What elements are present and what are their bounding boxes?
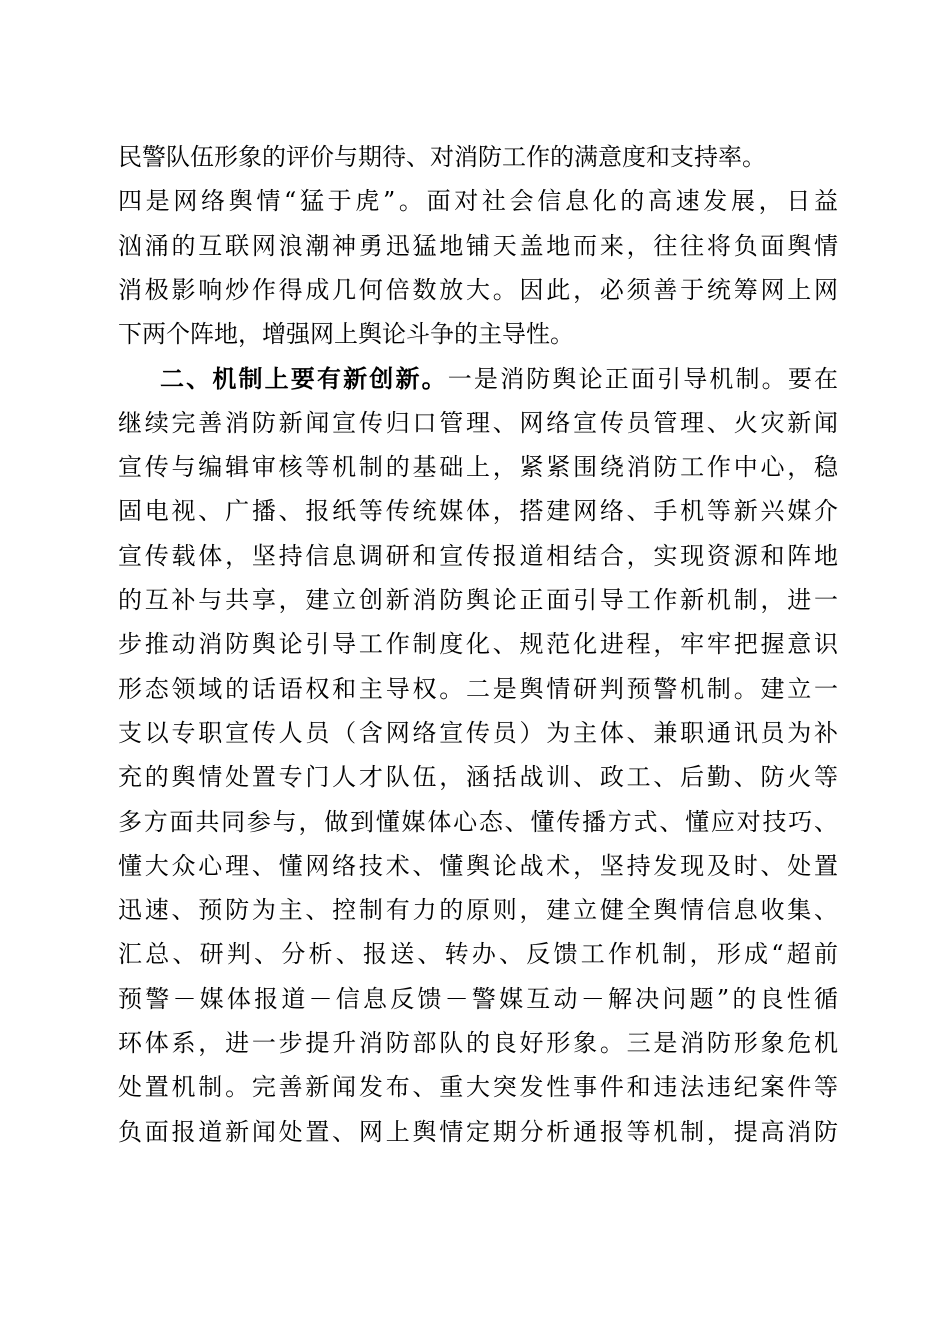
text-line	[118, 270, 838, 310]
line-text: 汇总、研判、分析、报送、转办、反馈工作机制，形成“超前	[118, 940, 838, 969]
text-line	[160, 359, 838, 399]
text-line	[118, 934, 838, 974]
text-line	[118, 536, 838, 576]
text-line	[118, 1112, 838, 1152]
line-text: 消极影响炒作得成几何倍数放大。因此，必须善于统筹网上网	[118, 275, 838, 304]
line-text: 宣传与编辑审核等机制的基础上，紧紧围绕消防工作中心，稳	[118, 453, 838, 482]
text-line	[118, 314, 838, 354]
text-line	[118, 1067, 838, 1107]
line-text: 形态领域的话语权和主导权。二是舆情研判预警机制。建立一	[118, 674, 838, 703]
line-text: 一是消防舆论正面引导机制。要在	[447, 364, 839, 393]
text-line	[118, 979, 838, 1019]
text-line	[118, 669, 838, 709]
text-line	[118, 802, 838, 842]
text-line	[118, 137, 838, 177]
line-text: 步推动消防舆论引导工作制度化、规范化进程，牢牢把握意识	[118, 630, 838, 659]
text-line	[118, 491, 838, 531]
text-line	[118, 1023, 838, 1063]
line-text: 多方面共同参与，做到懂媒体心态、懂传播方式、懂应对技巧、	[118, 807, 838, 836]
text-line	[118, 181, 838, 221]
line-text: 迅速、预防为主、控制有力的原则，建立健全舆情信息收集、	[118, 896, 838, 925]
line-text: 民警队伍形象的评价与期待、对消防工作的满意度和支持率。	[118, 143, 766, 171]
line-text: 处置机制。完善新闻发布、重大突发性事件和违法违纪案件等	[118, 1073, 838, 1102]
line-text: 固电视、广播、报纸等传统媒体，搭建网络、手机等新兴媒介	[118, 497, 838, 526]
line-text: 下两个阵地，增强网上舆论斗争的主导性。	[118, 320, 574, 349]
section-heading: 二、机制上要有新创新。	[160, 363, 448, 393]
text-line	[118, 757, 838, 797]
line-text: 的互补与共享，建立创新消防舆论正面引导工作新机制，进一	[118, 586, 838, 614]
line-text: 支以专职宣传人员（含网络宣传员）为主体、兼职通讯员为补	[118, 718, 838, 747]
text-line	[118, 403, 838, 443]
line-text: 环体系，进一步提升消防部队的良好形象。三是消防形象危机	[118, 1029, 838, 1057]
line-text: 负面报道新闻处置、网上舆情定期分析通报等机制，提高消防	[118, 1117, 838, 1146]
line-text: 宣传载体，坚持信息调研和宣传报道相结合，实现资源和阵地	[118, 541, 838, 570]
text-line	[118, 226, 838, 266]
line-text: 预警－媒体报道－信息反馈－警媒互动－解决问题”的良性循	[118, 984, 838, 1013]
text-line	[118, 447, 838, 487]
text-line	[118, 624, 838, 664]
text-line	[118, 713, 838, 753]
line-text: 四是网络舆情“猛于虎”。面对社会信息化的高速发展，日益	[118, 187, 838, 216]
text-line	[118, 890, 838, 930]
line-text: 懂大众心理、懂网络技术、懂舆论战术，坚持发现及时、处置	[118, 851, 838, 880]
text-line	[118, 846, 838, 886]
line-text: 继续完善消防新闻宣传归口管理、网络宣传员管理、火灾新闻	[118, 408, 838, 437]
text-line	[118, 580, 838, 620]
line-text: 汹涌的互联网浪潮神勇迅猛地铺天盖地而来，往往将负面舆情	[118, 231, 838, 260]
line-text: 充的舆情处置专门人才队伍，涵括战训、政工、后勤、防火等	[118, 763, 838, 792]
